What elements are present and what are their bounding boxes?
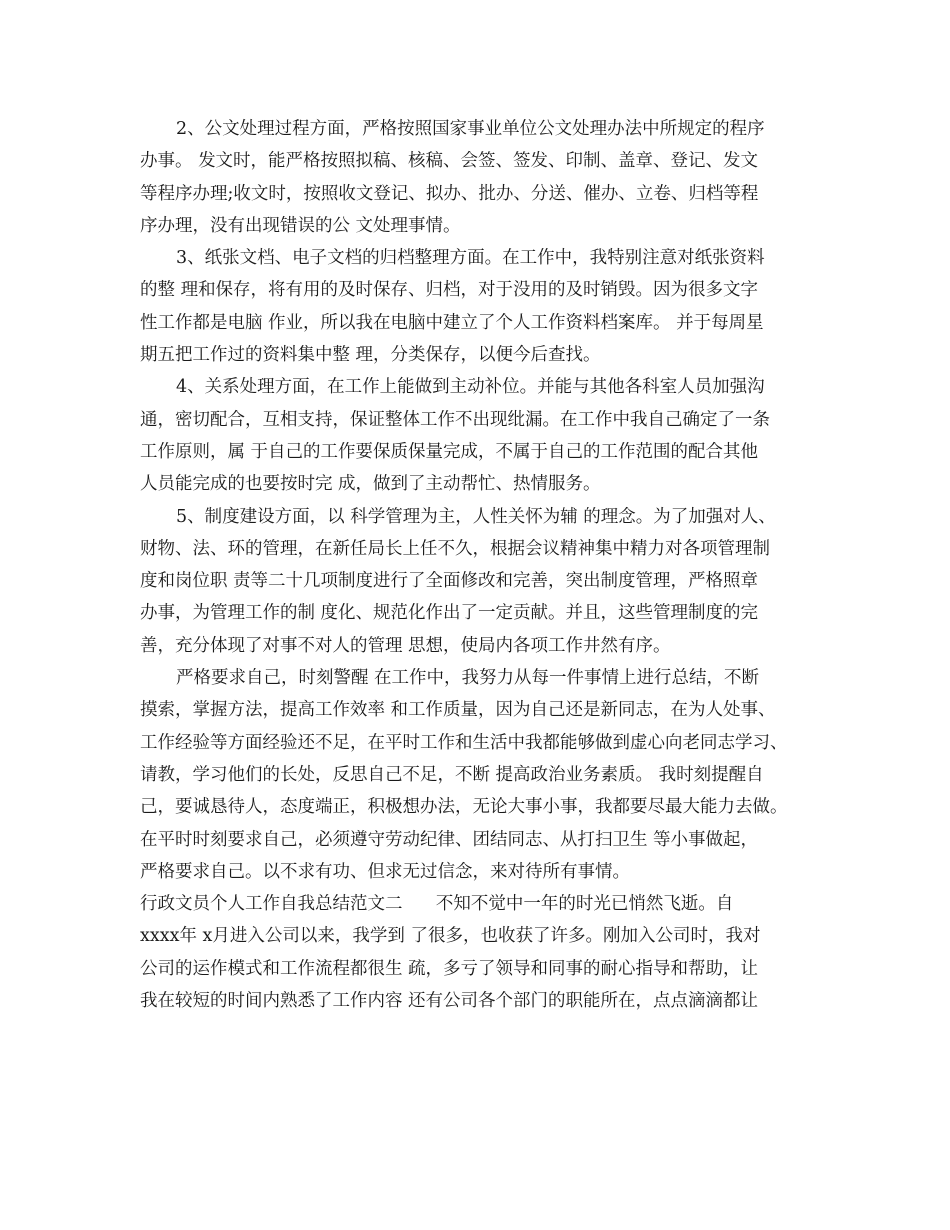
text-line: 3、纸张文档、电子文档的归档整理方面。在工作中，我特别注意对纸张资料 bbox=[176, 248, 765, 269]
text-line: 的整 理和保存，将有用的及时保存、归档，对于没用的及时销毁。因为很多文字 bbox=[140, 280, 759, 301]
text-line: 期五把工作过的资料集中整 理，分类保存，以便今后查找。 bbox=[140, 345, 601, 366]
text-line: 办事，为管理工作的制 度化、规范化作出了一定贡献。并且，这些管理制度的完 bbox=[140, 603, 759, 624]
text-line: 财物、法、环的管理，在新任局长上任不久，根据会议精神集中精力对各项管理制 bbox=[140, 538, 770, 559]
text-line: 性工作都是电脑 作业，所以我在电脑中建立了个人工作资料档案库。 并于每周星 bbox=[140, 312, 764, 333]
text-line: 行政文员个人工作自我总结范文二 不知不觉中一年的时光已悄然飞逝。自 bbox=[140, 894, 734, 915]
text-line: 严格要求自己。以不求有功、但求无过信念，来对待所有事情。 bbox=[140, 861, 630, 882]
text-line: 严格要求自己，时刻警醒 在工作中，我努力从每一件事情上进行总结，不断 bbox=[176, 668, 760, 689]
text-line: 我在较短的时间内熟悉了工作内容 还有公司各个部门的职能所在，点点滴滴都让 bbox=[140, 991, 759, 1012]
paragraph-3-archiving bbox=[140, 242, 820, 371]
text-line: 请教，学习他们的长处，反思自己不足，不断 提高政治业务素质。 我时刻提醒自 bbox=[140, 764, 764, 785]
paragraph-2-document-processing bbox=[140, 113, 820, 242]
text-line: 善，充分体现了对事不对人的管理 思想，使局内各项工作井然有序。 bbox=[140, 635, 671, 656]
text-line: 4、关系处理方面，在工作上能做到主动补位。并能与其他各科室人员加强沟 bbox=[176, 377, 765, 398]
text-line: 等程序办理;收文时，按照收文登记、拟办、批办、分送、催办、立卷、归档等程 bbox=[140, 183, 759, 204]
text-line: 工作原则，属 于自己的工作要保质保量完成，不属于自己的工作范围的配合其他 bbox=[140, 441, 759, 462]
paragraph-4-relationships bbox=[140, 371, 820, 500]
text-line: 工作经验等方面经验还不足，在平时工作和生活中我都能够做到虚心向老同志学习、 bbox=[140, 732, 788, 753]
text-line: 2、公文处理过程方面，严格按照国家事业单位公文处理办法中所规定的程序 bbox=[176, 119, 765, 139]
text-line: 度和岗位职 责等二十几项制度进行了全面修改和完善，突出制度管理，严格照章 bbox=[140, 571, 759, 592]
text-line: 通，密切配合，互相支持，保证整体工作不出现纰漏。在工作中我自己确定了一条 bbox=[140, 409, 770, 430]
document-body bbox=[140, 113, 820, 1017]
paragraph-sample-two bbox=[140, 888, 820, 1017]
text-line: xxxx年 x月进入公司以来，我学到 了很多，也收获了许多。刚加入公司时，我对 bbox=[140, 926, 761, 947]
text-line: 公司的运作模式和工作流程都很生 疏，多亏了领导和同事的耐心指导和帮助，让 bbox=[140, 958, 759, 979]
text-line: 5、制度建设方面，以 科学管理为主，人性关怀为辅 的理念。为了加强对人、 bbox=[176, 506, 776, 527]
paragraph-5-system-building bbox=[140, 501, 820, 662]
text-line: 摸索，掌握方法，提高工作效率 和工作质量，因为自己还是新同志，在为人处事、 bbox=[140, 700, 776, 721]
text-line: 办事。 发文时，能严格按照拟稿、核稿、会签、签发、印制、盖章、登记、发文 bbox=[140, 151, 759, 172]
text-line: 己，要诚恳待人，态度端正，积极想办法，无论大事小事，我都要尽最大能力去做。 bbox=[140, 797, 788, 818]
paragraph-self-discipline bbox=[140, 662, 820, 888]
text-line: 人员能完成的也要按时完 成，做到了主动帮忙、热情服务。 bbox=[140, 474, 601, 495]
text-line: 序办理，没有出现错误的公 文处理事情。 bbox=[140, 215, 461, 236]
text-line: 在平时时刻要求自己，必须遵守劳动纪律、团结同志、从打扫卫生 等小事做起， bbox=[140, 829, 759, 850]
